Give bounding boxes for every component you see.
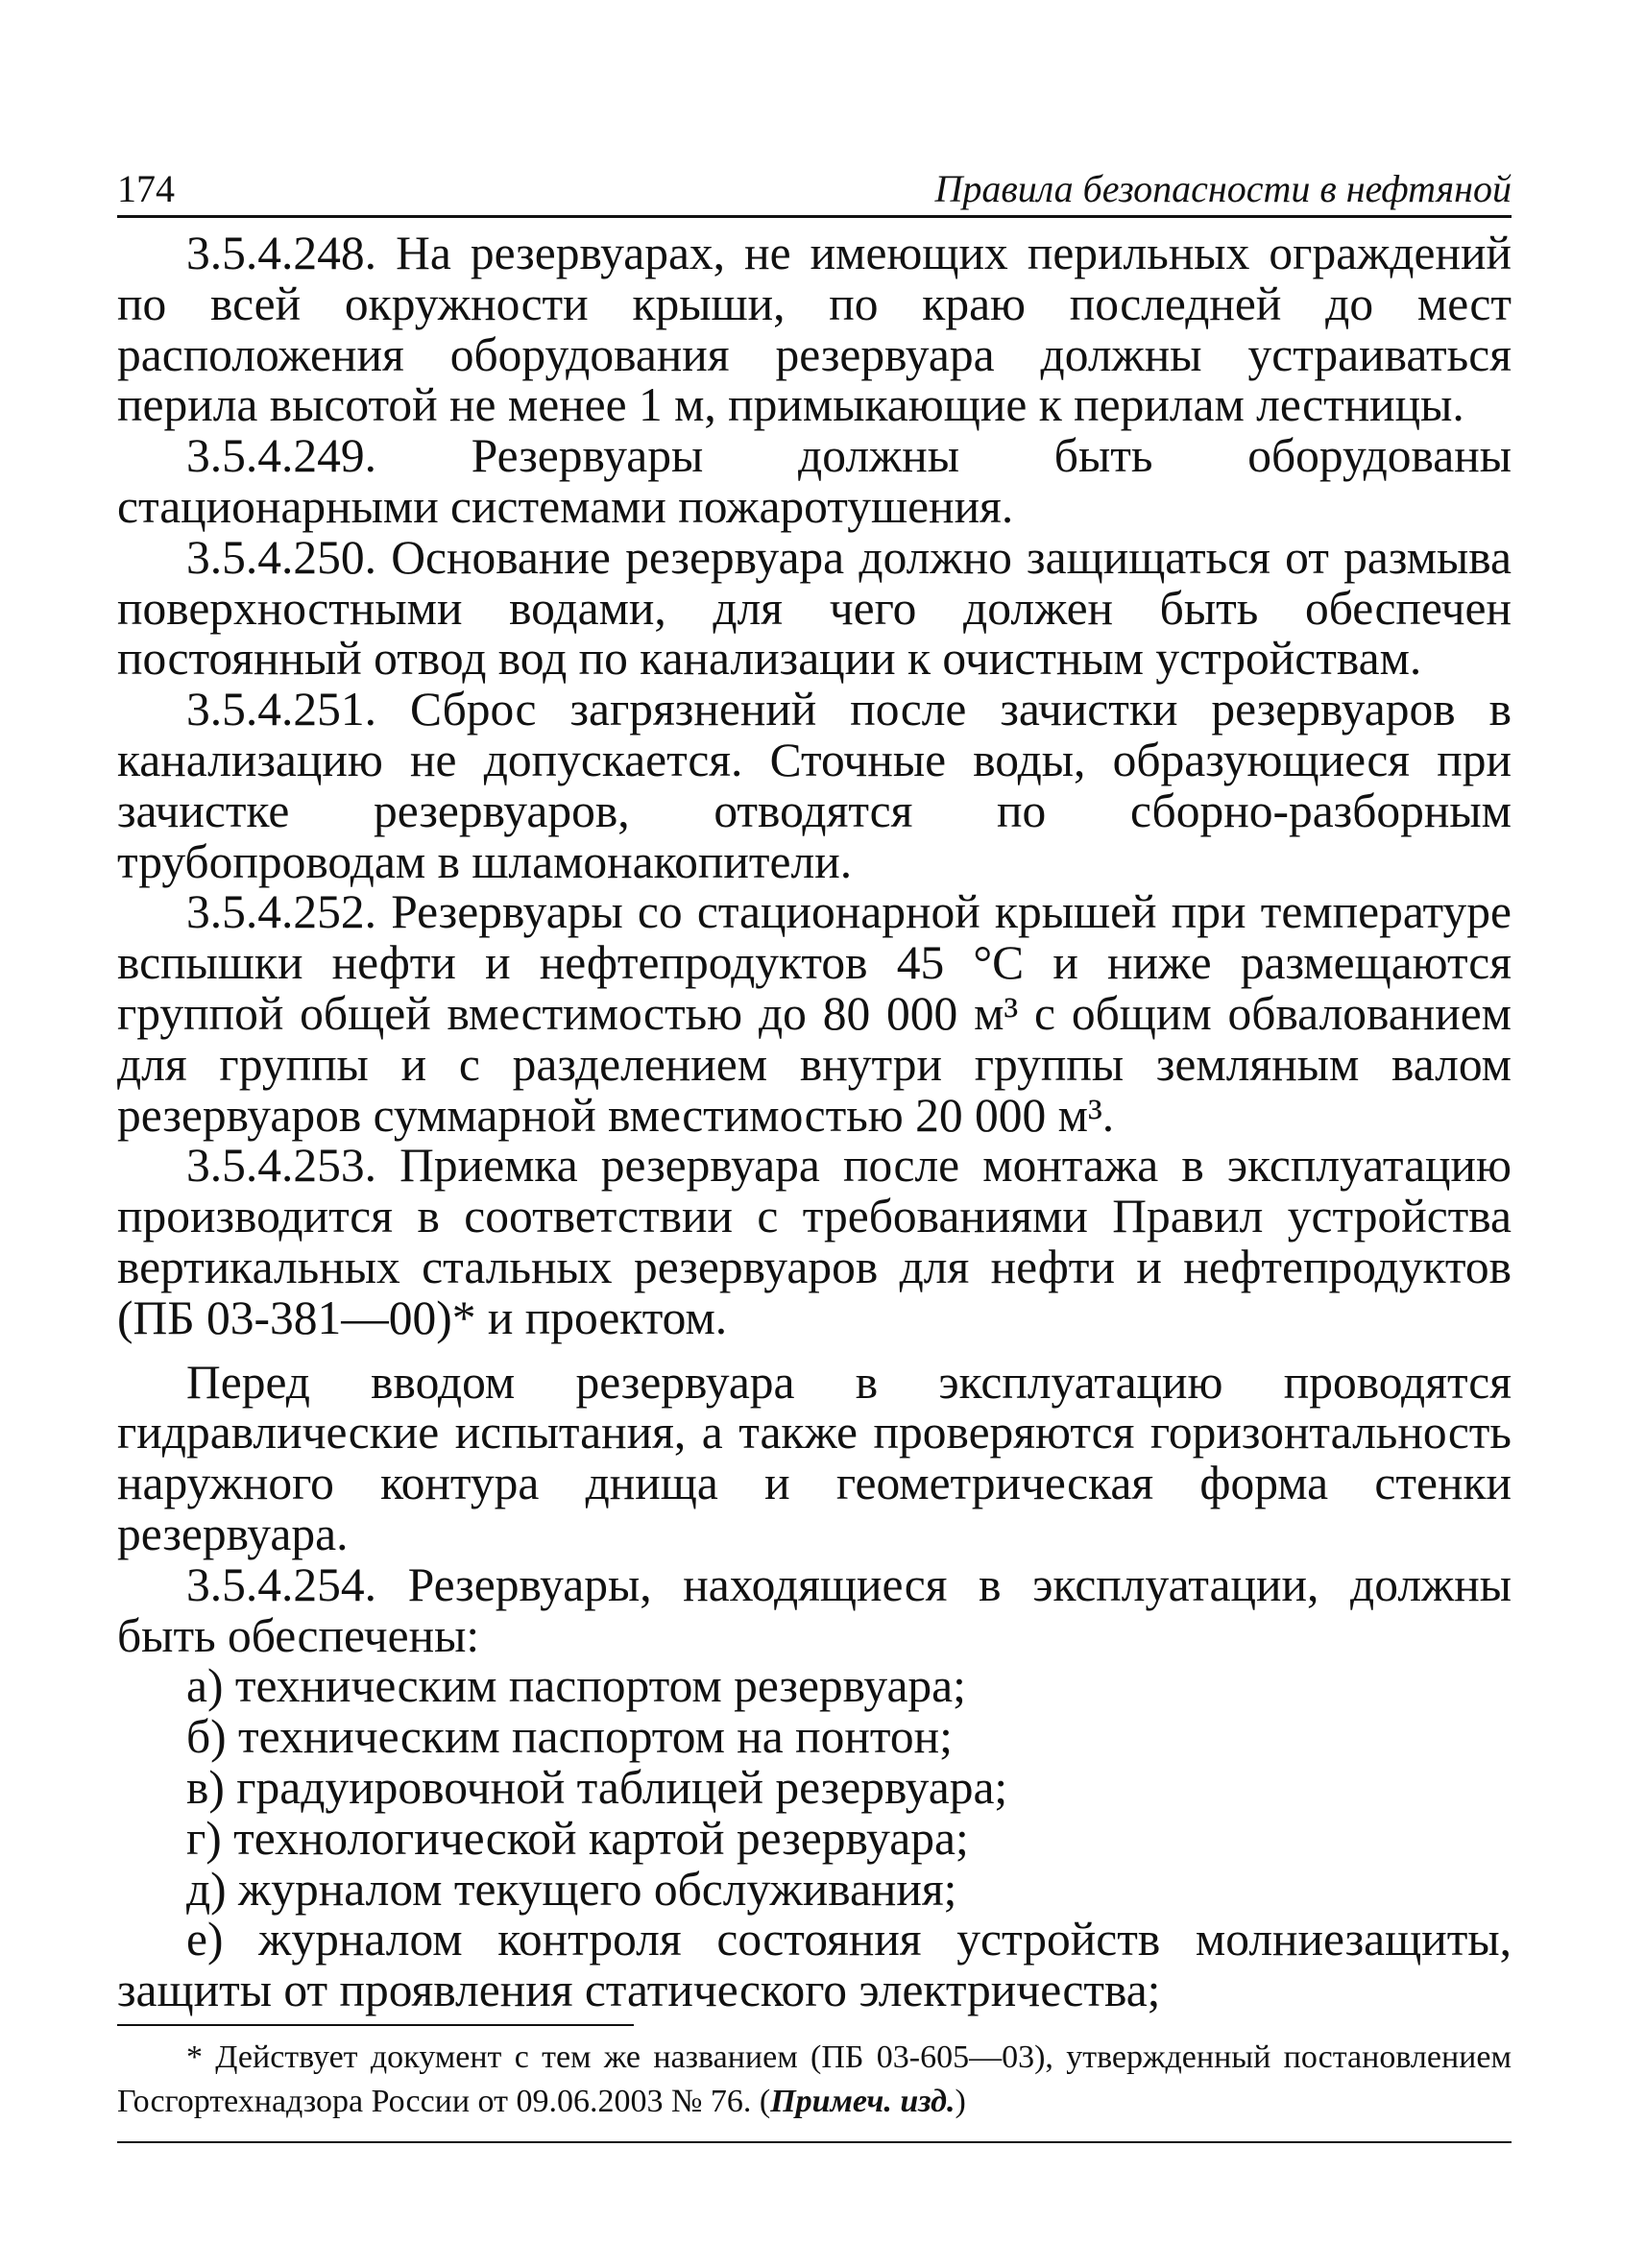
list-item-a: а) техническим паспортом резервуара; [186,1659,966,1713]
paragraph-3-5-4-254: 3.5.4.254. Резервуары, находящиеся в эксплуатации, должны быть обеспечены: [117,1557,1512,1662]
paragraph-3-5-4-251: 3.5.4.251. Сброс загрязнений после зачистки резервуаров в канализацию не допускается. Сточные воды, образующиеся при зачистке резервуаров, отводятся по сборно-разборным трубопроводам в шламонакопители. [117,683,1512,888]
list-item-b: б) техническим паспортом на понтон; [186,1710,953,1764]
paragraph-3-5-4-249: 3.5.4.249. Резервуары должны быть оборудованы стационарными системами пожаротушения. [117,429,1512,533]
paragraph-3-5-4-248: 3.5.4.248. На резервуарах, не имеющих перильных ограждений по всей окружности крыши, по краю последней до мест расположения оборудования резервуара должны устраиваться перила высотой не менее 1 м, примыкающие к перилам лестницы. [117,227,1512,432]
footnote-text [117,2036,1512,2124]
page-header [117,165,1512,218]
list-item-g: г) технологической картой резервуара; [186,1811,969,1865]
list-item-e: е) журналом контроля состояния устройств молниезащиты, защиты от проявления статического электричества; [117,1913,1512,2017]
publisher-note-label: Примеч. изд. [770,2084,956,2119]
paragraph-3-5-4-252: 3.5.4.252. Резервуары со стационарной крышей при температуре вспышки нефти и нефтепродуктов 45 °С и ниже размещаются группой общей вместимостью до 80 000 м³ с общим обвалованием для группы и с разделением внутри группы земляным валом резервуаров суммарной вместимостью 20 000 м³. [117,885,1512,1142]
footnote [117,2036,1512,2124]
list-item-d: д) журналом текущего обслуживания; [186,1862,957,1916]
paragraph-testing: Перед вводом резервуара в эксплуатацию проводятся гидравлические испытания, а также проверяются горизонтальность наружного контура днища и геометрическая форма стенки резервуара. [117,1355,1512,1560]
running-title: Правила безопасности в нефтяной [934,167,1512,210]
body-text [117,229,1512,2016]
bottom-divider [117,2141,1512,2143]
page-number: 174 [117,167,175,210]
paragraph-3-5-4-253: 3.5.4.253. Приемка резервуара после монтажа в эксплуатацию производится в соответствии с требованиями Правил устройства вертикальных стальных резервуаров для нефти и нефтепродуктов (ПБ 03-381—00)* и проектом. [117,1139,1512,1344]
list-item-v: в) градуировочной таблицей резервуара; [186,1760,1008,1814]
footnote-divider [117,2024,634,2026]
footnote-closing: ) [955,2084,966,2119]
paragraph-3-5-4-250: 3.5.4.250. Основание резервуара должно защищаться от размыва поверхностными водами, для чего должен быть обеспечен постоянный отвод вод по канализации к очистным устройствам. [117,530,1512,686]
footnote-body: * Действует документ с тем же названием (ПБ 03-605—03), утвержденный постановлением Госгортехнадзора России от 09.06.2003 № 76. ( [117,2039,1512,2119]
